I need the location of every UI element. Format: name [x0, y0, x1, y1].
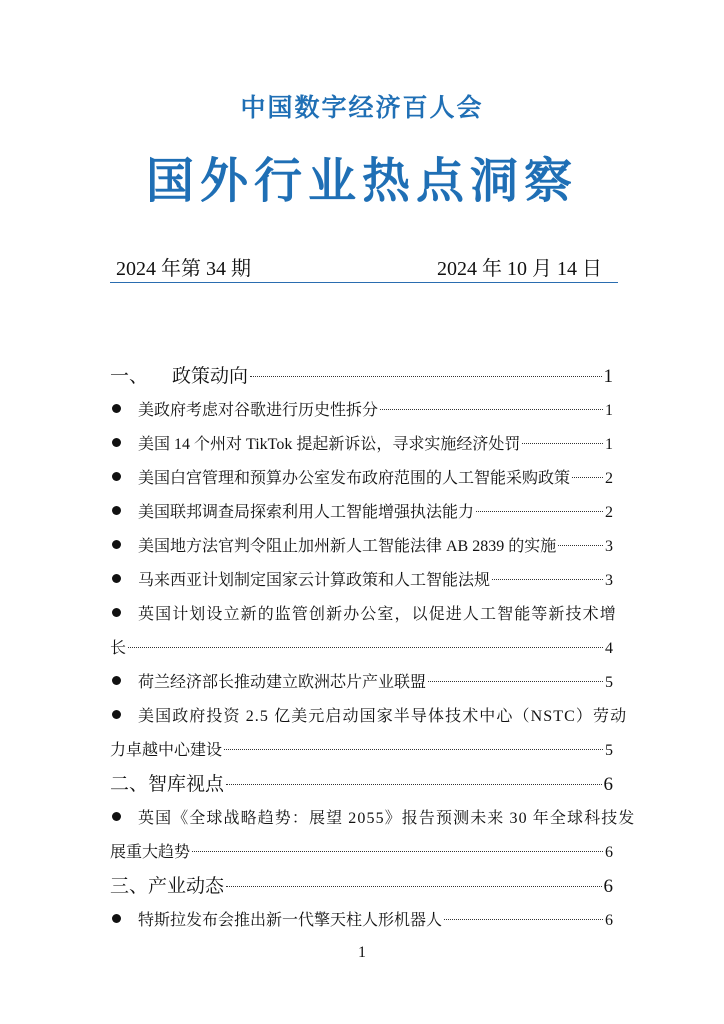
bullet-icon [112, 608, 121, 617]
bullet-icon [112, 472, 121, 481]
toc-entry-line[interactable] [110, 530, 613, 564]
toc-entry-line[interactable] [110, 734, 613, 768]
toc-section-label [110, 360, 248, 394]
toc-entry-text: 美国地方法官判令阻止加州新人工智能法律 AB 2839 的实施 [138, 538, 557, 555]
toc-section-number: 二、 [110, 774, 149, 795]
toc-entry-text: 展重大趋势 [110, 844, 191, 861]
table-of-contents [110, 360, 636, 938]
toc-entry-line[interactable] [110, 836, 613, 870]
toc-section-title: 政策动向 [172, 366, 249, 387]
toc-page-number: 6 [603, 774, 613, 795]
toc-entry-line[interactable] [110, 428, 613, 462]
toc-page-number: 1 [603, 366, 613, 387]
toc-entry-line[interactable] [110, 700, 628, 734]
toc-entry-text: 特斯拉发布会推出新一代擎天柱人形机器人 [138, 912, 443, 929]
toc-entry-line[interactable] [110, 496, 613, 530]
toc-section-heading[interactable] [110, 360, 613, 394]
dot-leader [558, 545, 603, 546]
bullet-icon [112, 540, 121, 549]
toc-page-number: 1 [605, 436, 613, 453]
toc-page-number: 3 [605, 572, 613, 589]
toc-entry-line[interactable] [110, 564, 613, 598]
toc-entry-text: 美政府考虑对谷歌进行历史性拆分 [138, 402, 379, 419]
dot-leader [492, 579, 603, 580]
toc-section-title: 智库视点 [148, 774, 225, 795]
bullet-icon [112, 914, 121, 923]
dot-leader [522, 443, 603, 444]
dot-leader [128, 647, 603, 648]
toc-page-number: 1 [605, 402, 613, 419]
toc-entry-text: 英国《全球战略趋势：展望 2055》报告预测未来 30 年全球科技发 [138, 810, 636, 827]
toc-entry-text: 力卓越中心建设 [110, 742, 223, 759]
toc-section-label [110, 768, 224, 802]
toc-entry-text: 美国政府投资 2.5 亿美元启动国家半导体技术中心（NSTC）劳动 [138, 708, 628, 725]
dot-leader [226, 784, 601, 785]
toc-section-heading[interactable] [110, 768, 613, 802]
bullet-icon [112, 710, 121, 719]
dot-leader [428, 681, 603, 682]
bullet-icon [112, 812, 121, 821]
bullet-icon [112, 506, 121, 515]
toc-page-number: 4 [605, 640, 613, 657]
toc-page-number: 6 [605, 912, 613, 929]
toc-entry-line[interactable] [110, 394, 613, 428]
toc-entry-text: 美国白宫管理和预算办公室发布政府范围的人工智能采购政策 [138, 470, 571, 487]
toc-page-number: 2 [605, 504, 613, 521]
dot-leader [250, 376, 601, 377]
toc-entry-line[interactable] [110, 802, 636, 836]
dot-leader [476, 511, 603, 512]
dot-leader [572, 477, 603, 478]
toc-entry-line[interactable] [110, 598, 617, 632]
toc-section-number: 三、 [110, 876, 149, 897]
bullet-icon [112, 574, 121, 583]
toc-section-heading[interactable] [110, 870, 613, 904]
toc-section-number: 一、 [110, 366, 149, 387]
organization-name: 中国数字经济百人会 [240, 93, 484, 122]
toc-entry-text: 美国 14 个州对 TikTok 提起新诉讼，寻求实施经济处罚 [138, 436, 521, 453]
report-title: 国外行业热点洞察 [145, 153, 578, 209]
toc-page-number: 2 [605, 470, 613, 487]
header-divider [110, 282, 618, 283]
toc-page-number: 5 [605, 674, 613, 691]
issue-number: 2024 年第 34 期 [116, 258, 251, 280]
toc-entry-text: 英国计划设立新的监管创新办公室，以促进人工智能等新技术增 [138, 606, 617, 623]
bullet-icon [112, 676, 121, 685]
toc-entry-line[interactable] [110, 632, 613, 666]
toc-section-title: 产业动态 [148, 876, 225, 897]
toc-entry-line[interactable] [110, 462, 613, 496]
bullet-icon [112, 438, 121, 447]
dot-leader [224, 749, 603, 750]
issue-date: 2024 年 10 月 14 日 [437, 258, 602, 280]
dot-leader [226, 886, 601, 887]
toc-section-label [110, 870, 224, 904]
dot-leader [380, 409, 603, 410]
toc-page-number: 6 [605, 844, 613, 861]
dot-leader [192, 851, 603, 852]
bullet-icon [112, 404, 121, 413]
page-number: 1 [358, 944, 366, 961]
toc-entry-text: 马来西亚计划制定国家云计算政策和人工智能法规 [138, 572, 491, 589]
toc-entry-text: 美国联邦调查局探索利用人工智能增强执法能力 [138, 504, 475, 521]
toc-page-number: 5 [605, 742, 613, 759]
toc-page-number: 3 [605, 538, 613, 555]
toc-entry-text: 荷兰经济部长推动建立欧洲芯片产业联盟 [138, 674, 427, 691]
toc-entry-line[interactable] [110, 666, 613, 700]
toc-entry-text: 长 [110, 640, 127, 657]
toc-entry-line[interactable] [110, 904, 613, 938]
toc-page-number: 6 [603, 876, 613, 897]
dot-leader [444, 919, 603, 920]
